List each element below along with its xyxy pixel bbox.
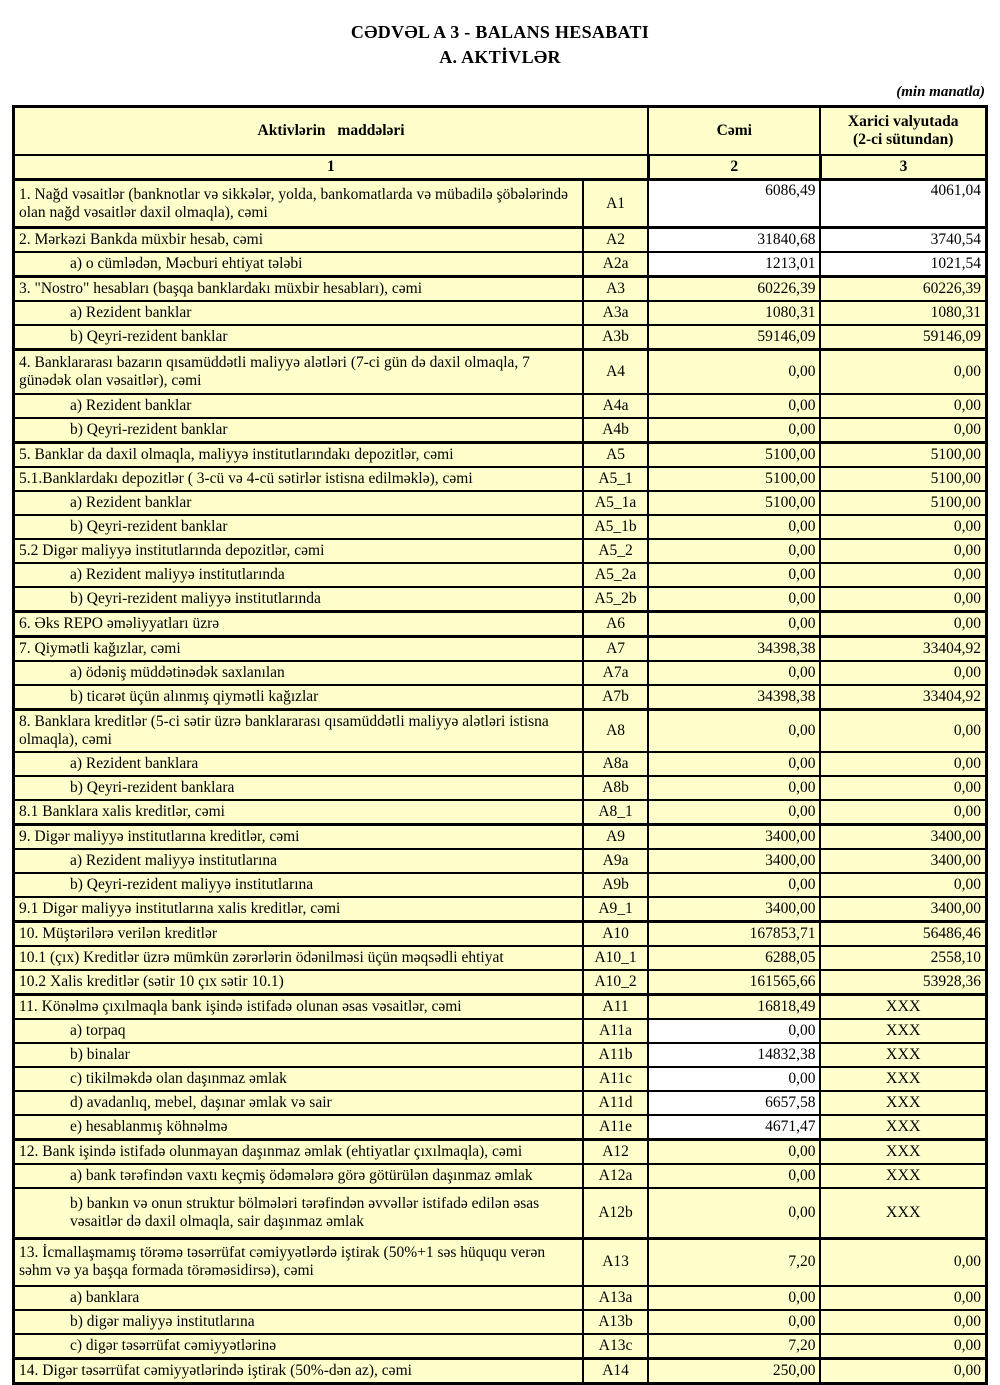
row-total-value: 0,00 <box>648 661 820 685</box>
row-total-value: 1213,01 <box>648 252 820 277</box>
table-row <box>14 611 987 636</box>
row-foreign-currency-value: 0,00 <box>820 800 986 825</box>
row-foreign-currency-value: 3400,00 <box>820 897 986 922</box>
row-total-value: 0,00 <box>648 709 820 752</box>
row-code: A5_1 <box>583 467 648 491</box>
row-label: a) bank tərəfindən vaxtı keçmiş ödəmələrə görə götürülən daşınmaz əmlak <box>14 1164 584 1188</box>
row-label: 4. Banklararası bazarın qısamüddətli maliyyə alətləri (7-ci gün də daxil olmaqla, 7 günədək olan vəsaitlər), cəmi <box>14 350 584 394</box>
table-row <box>14 1286 987 1310</box>
row-label: a) Rezident banklar <box>14 301 584 325</box>
row-foreign-currency-value: 0,00 <box>820 752 986 776</box>
foreign-currency-column-header <box>820 107 986 156</box>
row-label: a) banklara <box>14 1286 584 1310</box>
row-foreign-currency-value: 56486,46 <box>820 922 986 947</box>
row-foreign-currency-value: 0,00 <box>820 1334 986 1359</box>
row-code: A4a <box>583 394 648 418</box>
row-code: A8a <box>583 752 648 776</box>
row-total-value: 5100,00 <box>648 442 820 467</box>
table-row <box>14 1019 987 1043</box>
row-label: 9.1 Digər maliyyə institutlarına xalis kreditlər, cəmi <box>14 897 584 922</box>
row-label: b) Qeyri-rezident banklara <box>14 776 584 800</box>
row-code: A12 <box>583 1140 648 1165</box>
row-total-value: 3400,00 <box>648 825 820 850</box>
row-total-value: 0,00 <box>648 752 820 776</box>
row-total-value: 34398,38 <box>648 685 820 710</box>
row-code: A11d <box>583 1091 648 1115</box>
asset-table-body <box>14 180 987 1384</box>
row-foreign-currency-value: 0,00 <box>820 1238 986 1286</box>
table-row <box>14 394 987 418</box>
row-total-value: 6657,58 <box>648 1091 820 1115</box>
row-label: b) Qeyri-rezident banklar <box>14 418 584 443</box>
table-row <box>14 1115 987 1140</box>
row-total-value: 0,00 <box>648 1019 820 1043</box>
row-foreign-currency-value: XXX <box>820 1115 986 1140</box>
row-label: a) Rezident banklar <box>14 394 584 418</box>
row-foreign-currency-value: XXX <box>820 995 986 1020</box>
table-row <box>14 776 987 800</box>
table-row <box>14 1067 987 1091</box>
row-total-value: 5100,00 <box>648 491 820 515</box>
row-foreign-currency-value: 0,00 <box>820 1286 986 1310</box>
table-row <box>14 350 987 394</box>
row-label: 7. Qiymətli kağızlar, cəmi <box>14 636 584 661</box>
row-foreign-currency-value: XXX <box>820 1019 986 1043</box>
row-foreign-currency-value: 0,00 <box>820 515 986 539</box>
table-row <box>14 897 987 922</box>
row-label: a) Rezident banklara <box>14 752 584 776</box>
row-foreign-currency-value: 0,00 <box>820 350 986 394</box>
row-label: 5.1.Banklardakı depozitlər ( 3-cü və 4-cü sətirlər istisna edilməklə), cəmi <box>14 467 584 491</box>
row-foreign-currency-value: 5100,00 <box>820 442 986 467</box>
row-total-value: 14832,38 <box>648 1043 820 1067</box>
row-label: 8.1 Banklara xalis kreditlər, cəmi <box>14 800 584 825</box>
row-total-value: 0,00 <box>648 800 820 825</box>
row-label: b) ticarət üçün alınmış qiymətli kağızlar <box>14 685 584 710</box>
row-code: A13b <box>583 1310 648 1334</box>
row-code: A6 <box>583 611 648 636</box>
table-row <box>14 325 987 350</box>
column-number-2: 2 <box>648 155 820 180</box>
row-code: A7a <box>583 661 648 685</box>
table-row <box>14 1359 987 1384</box>
row-label: b) Qeyri-rezident maliyyə institutlarına <box>14 873 584 897</box>
row-label: 10.1 (çıx) Kreditlər üzrə mümkün zərərlərin ödənilməsi üçün məqsədli ehtiyat <box>14 946 584 970</box>
row-label: 10.2 Xalis kreditlər (sətir 10 çıx sətir 10.1) <box>14 970 584 995</box>
row-foreign-currency-value: XXX <box>820 1140 986 1165</box>
table-row <box>14 491 987 515</box>
table-row <box>14 873 987 897</box>
page-subtitle: A. AKTİVLƏR <box>439 47 561 67</box>
table-row <box>14 1238 987 1286</box>
row-code: A11e <box>583 1115 648 1140</box>
row-foreign-currency-value: 1021,54 <box>820 252 986 277</box>
row-total-value: 3400,00 <box>648 849 820 873</box>
column-number-3: 3 <box>820 155 986 180</box>
row-label: a) Rezident maliyyə institutlarına <box>14 849 584 873</box>
row-foreign-currency-value: 5100,00 <box>820 467 986 491</box>
page-title: CƏDVƏL A 3 - BALANS HESABATI <box>350 22 650 42</box>
row-label: d) avadanlıq, mebel, daşınar əmlak və sair <box>14 1091 584 1115</box>
row-code: A7 <box>583 636 648 661</box>
row-label: 5. Banklar da daxil olmaqla, maliyyə institutlarındakı depozitlər, cəmi <box>14 442 584 467</box>
table-row <box>14 825 987 850</box>
row-total-value: 59146,09 <box>648 325 820 350</box>
row-foreign-currency-value: 4061,04 <box>820 180 986 228</box>
row-code: A7b <box>583 685 648 710</box>
row-foreign-currency-value: 0,00 <box>820 776 986 800</box>
row-total-value: 0,00 <box>648 776 820 800</box>
row-code: A2a <box>583 252 648 277</box>
row-code: A9_1 <box>583 897 648 922</box>
row-total-value: 167853,71 <box>648 922 820 947</box>
table-row <box>14 661 987 685</box>
row-total-value: 0,00 <box>648 350 820 394</box>
row-label: b) Qeyri-rezident maliyyə institutlarında <box>14 587 584 612</box>
row-label: 14. Digər təsərrüfat cəmiyyətlərində iştirak (50%-dən az), cəmi <box>14 1359 584 1384</box>
row-code: A14 <box>583 1359 648 1384</box>
row-total-value: 1080,31 <box>648 301 820 325</box>
row-code: A9a <box>583 849 648 873</box>
table-row <box>14 539 987 563</box>
table-row <box>14 301 987 325</box>
table-row <box>14 1091 987 1115</box>
table-row <box>14 467 987 491</box>
row-foreign-currency-value: 0,00 <box>820 539 986 563</box>
row-total-value: 0,00 <box>648 418 820 443</box>
row-label: a) o cümlədən, Məcburi ehtiyat tələbi <box>14 252 584 277</box>
row-foreign-currency-value: XXX <box>820 1188 986 1238</box>
row-label: a) torpaq <box>14 1019 584 1043</box>
row-foreign-currency-value: 33404,92 <box>820 636 986 661</box>
table-row <box>14 442 987 467</box>
row-code: A4 <box>583 350 648 394</box>
row-total-value: 0,00 <box>648 1067 820 1091</box>
row-foreign-currency-value: 3740,54 <box>820 228 986 253</box>
table-row <box>14 418 987 443</box>
row-foreign-currency-value: 0,00 <box>820 1310 986 1334</box>
row-label: e) hesablanmış köhnəlmə <box>14 1115 584 1140</box>
row-code: A5_2 <box>583 539 648 563</box>
row-label: c) digər təsərrüfat cəmiyyətlərinə <box>14 1334 584 1359</box>
row-label: 13. İcmallaşmamış törəmə təsərrüfat cəmiyyətlərdə iştirak (50%+1 səs hüququ verən səhm və ya başqa formada törəməsidirsə), cəmi <box>14 1238 584 1286</box>
row-total-value: 6086,49 <box>648 180 820 228</box>
table-row <box>14 252 987 277</box>
table-row <box>14 685 987 710</box>
row-total-value: 5100,00 <box>648 467 820 491</box>
row-foreign-currency-value: 2558,10 <box>820 946 986 970</box>
table-row <box>14 587 987 612</box>
row-label: 5.2 Digər maliyyə institutlarında depozitlər, cəmi <box>14 539 584 563</box>
row-label: a) Rezident banklar <box>14 491 584 515</box>
row-total-value: 6288,05 <box>648 946 820 970</box>
table-row <box>14 563 987 587</box>
row-label: c) tikilməkdə olan daşınmaz əmlak <box>14 1067 584 1091</box>
row-label: 10. Müştərilərə verilən kreditlər <box>14 922 584 947</box>
row-label: 1. Nağd vəsaitlər (banknotlar və sikkələr, yolda, bankomatlarda və mübadilə şöbələrində olan nağd vəsaitlər daxil olmaqla), cəmi <box>14 180 584 228</box>
row-foreign-currency-value: 0,00 <box>820 873 986 897</box>
row-foreign-currency-value: 0,00 <box>820 394 986 418</box>
row-label: b) digər maliyyə institutlarına <box>14 1310 584 1334</box>
table-row <box>14 1164 987 1188</box>
row-code: A3 <box>583 277 648 302</box>
table-row <box>14 752 987 776</box>
row-label: b) Qeyri-rezident banklar <box>14 325 584 350</box>
table-row <box>14 946 987 970</box>
row-code: A11b <box>583 1043 648 1067</box>
row-code: A8 <box>583 709 648 752</box>
row-foreign-currency-value: 53928,36 <box>820 970 986 995</box>
table-row <box>14 636 987 661</box>
row-label: 12. Bank işində istifadə olunmayan daşınmaz əmlak (ehtiyatlar çıxılmaqla), cəmi <box>14 1140 584 1165</box>
row-foreign-currency-value: XXX <box>820 1043 986 1067</box>
row-code: A5_1a <box>583 491 648 515</box>
row-foreign-currency-value: 0,00 <box>820 563 986 587</box>
row-code: A10_1 <box>583 946 648 970</box>
row-total-value: 0,00 <box>648 1286 820 1310</box>
row-total-value: 0,00 <box>648 515 820 539</box>
row-code: A5_2b <box>583 587 648 612</box>
row-foreign-currency-value: 3400,00 <box>820 849 986 873</box>
row-total-value: 161565,66 <box>648 970 820 995</box>
row-label: a) ödəniş müddətinədək saxlanılan <box>14 661 584 685</box>
row-total-value: 0,00 <box>648 539 820 563</box>
row-total-value: 31840,68 <box>648 228 820 253</box>
total-column-header: Cəmi <box>648 107 820 156</box>
row-label: b) bankın və onun struktur bölmələri tərəfindən əvvəllər istifadə edilən əsas vəsaitlər də daxil olmaqla, sair daşınmaz əmlak <box>14 1188 584 1238</box>
row-code: A13a <box>583 1286 648 1310</box>
row-total-value: 4671,47 <box>648 1115 820 1140</box>
row-code: A11c <box>583 1067 648 1091</box>
row-foreign-currency-value: XXX <box>820 1067 986 1091</box>
row-foreign-currency-value: 33404,92 <box>820 685 986 710</box>
unit-note: (min manatla) <box>896 84 985 100</box>
row-label: 6. Əks REPO əməliyyatları üzrə <box>14 611 584 636</box>
table-row <box>14 1310 987 1334</box>
balance-sheet-table <box>12 105 988 1385</box>
items-column-header: Aktivlərin maddələri <box>14 107 649 156</box>
row-code: A3a <box>583 301 648 325</box>
table-row <box>14 1043 987 1067</box>
row-foreign-currency-value: XXX <box>820 1164 986 1188</box>
page-header <box>0 0 1000 70</box>
row-code: A12b <box>583 1188 648 1238</box>
row-code: A3b <box>583 325 648 350</box>
row-code: A9b <box>583 873 648 897</box>
row-label: 9. Digər maliyyə institutlarına kreditlər, cəmi <box>14 825 584 850</box>
row-total-value: 0,00 <box>648 563 820 587</box>
table-row <box>14 1188 987 1238</box>
column-number-row <box>14 155 987 180</box>
row-label: b) binalar <box>14 1043 584 1067</box>
row-total-value: 60226,39 <box>648 277 820 302</box>
table-row <box>14 1140 987 1165</box>
row-total-value: 0,00 <box>648 1164 820 1188</box>
row-foreign-currency-value: 5100,00 <box>820 491 986 515</box>
row-code: A12a <box>583 1164 648 1188</box>
row-total-value: 7,20 <box>648 1334 820 1359</box>
row-code: A13c <box>583 1334 648 1359</box>
row-code: A2 <box>583 228 648 253</box>
row-foreign-currency-value: 60226,39 <box>820 277 986 302</box>
row-code: A10 <box>583 922 648 947</box>
row-foreign-currency-value: 0,00 <box>820 661 986 685</box>
table-row <box>14 277 987 302</box>
table-header <box>14 107 987 180</box>
row-foreign-currency-value: XXX <box>820 1091 986 1115</box>
row-label: 2. Mərkəzi Bankda müxbir hesab, cəmi <box>14 228 584 253</box>
header-row <box>14 107 987 156</box>
row-total-value: 16818,49 <box>648 995 820 1020</box>
table-row <box>14 995 987 1020</box>
row-label: 3. "Nostro" hesabları (başqa banklardakı müxbir hesabları), cəmi <box>14 277 584 302</box>
row-code: A5_1b <box>583 515 648 539</box>
row-code: A11a <box>583 1019 648 1043</box>
row-total-value: 250,00 <box>648 1359 820 1384</box>
foreign-header-line1: Xarici valyutada <box>847 113 959 130</box>
row-label: a) Rezident maliyyə institutlarında <box>14 563 584 587</box>
row-code: A9 <box>583 825 648 850</box>
row-total-value: 0,00 <box>648 587 820 612</box>
column-number-1: 1 <box>14 155 649 180</box>
row-foreign-currency-value: 0,00 <box>820 611 986 636</box>
row-code: A8b <box>583 776 648 800</box>
row-total-value: 7,20 <box>648 1238 820 1286</box>
row-foreign-currency-value: 0,00 <box>820 587 986 612</box>
table-row <box>14 849 987 873</box>
row-total-value: 0,00 <box>648 873 820 897</box>
table-row <box>14 228 987 253</box>
row-label: 8. Banklara kreditlər (5-ci sətir üzrə banklararası qısamüddətli maliyyə alətləri istisna olmaqla), cəmi <box>14 709 584 752</box>
row-total-value: 3400,00 <box>648 897 820 922</box>
table-row <box>14 515 987 539</box>
table-row <box>14 180 987 228</box>
row-total-value: 0,00 <box>648 394 820 418</box>
row-foreign-currency-value: 1080,31 <box>820 301 986 325</box>
row-foreign-currency-value: 0,00 <box>820 1359 986 1384</box>
row-total-value: 0,00 <box>648 1188 820 1238</box>
row-foreign-currency-value: 0,00 <box>820 709 986 752</box>
row-foreign-currency-value: 59146,09 <box>820 325 986 350</box>
table-row <box>14 922 987 947</box>
table-row <box>14 800 987 825</box>
row-foreign-currency-value: 3400,00 <box>820 825 986 850</box>
row-code: A8_1 <box>583 800 648 825</box>
row-code: A10_2 <box>583 970 648 995</box>
table-row <box>14 709 987 752</box>
row-code: A11 <box>583 995 648 1020</box>
row-foreign-currency-value: 0,00 <box>820 418 986 443</box>
row-total-value: 0,00 <box>648 611 820 636</box>
row-code: A4b <box>583 418 648 443</box>
row-code: A5 <box>583 442 648 467</box>
row-total-value: 34398,38 <box>648 636 820 661</box>
row-code: A13 <box>583 1238 648 1286</box>
table-row <box>14 1334 987 1359</box>
row-total-value: 0,00 <box>648 1310 820 1334</box>
row-label: b) Qeyri-rezident banklar <box>14 515 584 539</box>
table-row <box>14 970 987 995</box>
row-total-value: 0,00 <box>648 1140 820 1165</box>
row-code: A1 <box>583 180 648 228</box>
foreign-header-line2: (2-ci sütundan) <box>853 131 954 148</box>
row-code: A5_2a <box>583 563 648 587</box>
row-label: 11. Könəlmə çıxılmaqla bank işində istifadə olunan əsas vəsaitlər, cəmi <box>14 995 584 1020</box>
